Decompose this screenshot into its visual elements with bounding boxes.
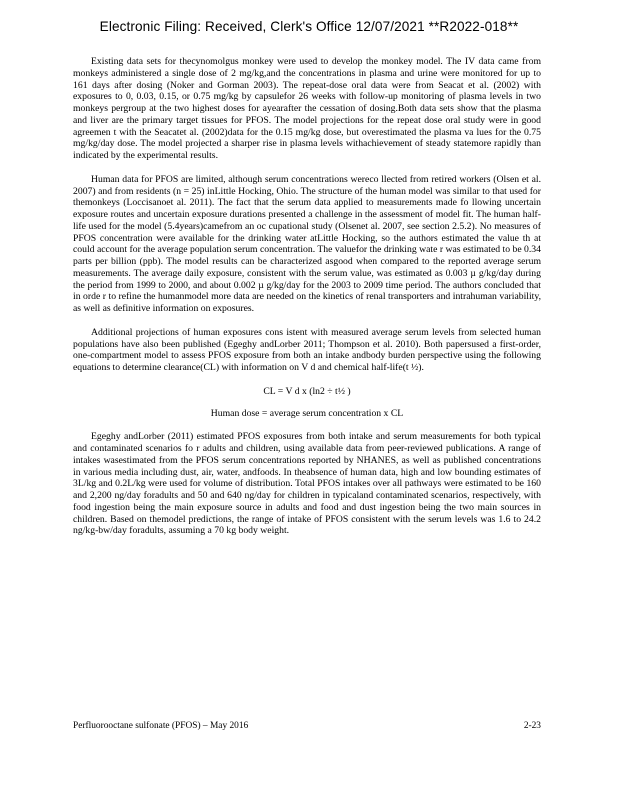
footer-document-title: Perfluorooctane sulfonate (PFOS) – May 2016 [73, 721, 249, 731]
clearance-equation: CL = V d x (ln2 ÷ t½ ) [263, 385, 351, 397]
page-footer [73, 721, 541, 731]
document-body [73, 56, 541, 549]
human-dose-equation: Human dose = average serum concentration x CL [210, 407, 404, 419]
page-number: 2-23 [523, 721, 541, 731]
paragraph-monkey-model: Existing data sets for thecynomolgus monkey were used to develop the monkey model. The IV data came from monkeys administered a single dose of 2 mg/kg,and the concentrations in plasma and urine were monitored for up to 161 days after dosing (Noker and Gorman 2003). The repeat-dose oral data were from Seacat et al. (2002) with exposures to 0, 0.03, 0.15, or 0.75 mg/kg by capsulefor 26 weeks with follow-up monitoring of plasma levels in two monkeys pergroup at the two highest doses for ayearafter the cessation of dosing.Both data sets show that the plasma and liver are the primary target tissues for PFOS. The model projections for the repeat dose oral study were in good agreemen t with the Seacatet al. (2002)data for the 0.15 mg/kg dose, but overestimated the plasma va lues for the 0.75 mg/kg/day dose. The model projected a sharper rise in plasma levels withachievement of steady statemore rapidly than indicated by the experimental results. [73, 56, 541, 161]
paragraph-human-data: Human data for PFOS are limited, although serum concentrations wereco llected from retired workers (Olsen et al. 2007) and from residents (n = 25) inLittle Hocking, Ohio. The structure of the human model was similar to that used for themonkeys (Loccisanoet al. 2011). The fact that the serum data applied to measurements made fo llowing uncertain exposure routes and uncertain exposure durations presented a challenge in the assessment of model fit. The human half-life used for the model (5.4years)camefrom an oc cupational study (Olsenet al. 2007, see section 2.5.2). No measures of PFOS concentration were available for the drinking water atLittle Hocking, so the authors estimated the value th at could account for the average population serum concentration. The valuefor the drinking wate r was estimated to be 0.34 parts per billion (ppb). The model results can be characterized asgood when compared to the reported average serum measurements. The average daily exposure, consistent with the serum value, was estimated as 0.003 µ g/kg/day during the period from 1999 to 2000, and about 0.002 µ g/kg/day for the 2003 to 2009 time period. The authors concluded that in orde r to refine the humanmodel more data are needed on the kinetics of renal transporters and intrahuman variability, as well as definitive information on exposures. [73, 173, 541, 314]
electronic-filing-header: Electronic Filing: Received, Clerk's Office 12/07/2021 **R2022-018** [99, 19, 519, 34]
paragraph-additional-projections: Additional projections of human exposures cons istent with measured average serum levels from selected human populations have also been published (Egeghy andLorber 2011; Thompson et al. 2010). Both papersused a first-order, one-compartment model to assess PFOS exposure from both an intake andbody burden perspective using the following equations to determine clearance(CL) with information on V d and chemical half-life(t ½). [73, 326, 541, 373]
paragraph-egeghy-lorber: Egeghy andLorber (2011) estimated PFOS exposures from both intake and serum measurements for both typical and contaminated scenarios fo r adults and children, using available data from peer-reviewed publications. A range of intakes wasestimated from the PFOS serum concentrations reported by NHANES, as well as published concentrations in various media including dust, air, water, andfoods. In theabsence of human data, high and low bounding estimates of 3L/kg and 0.2L/kg were used for volume of distribution. Total PFOS intakes over all pathways were estimated to be 160 and 2,200 ng/day foradults and 50 and 640 ng/day for children in typicaland contaminated scenarios, respectively, with food ingestion being the main exposure source in adults and food and dust ingestion being the two main sources in children. Based on themodel predictions, the range of intake of PFOS consistent with the serum levels was 1.6 to 24.2 ng/kg-bw/day foradults, assuming a 70 kg body weight. [73, 431, 541, 537]
